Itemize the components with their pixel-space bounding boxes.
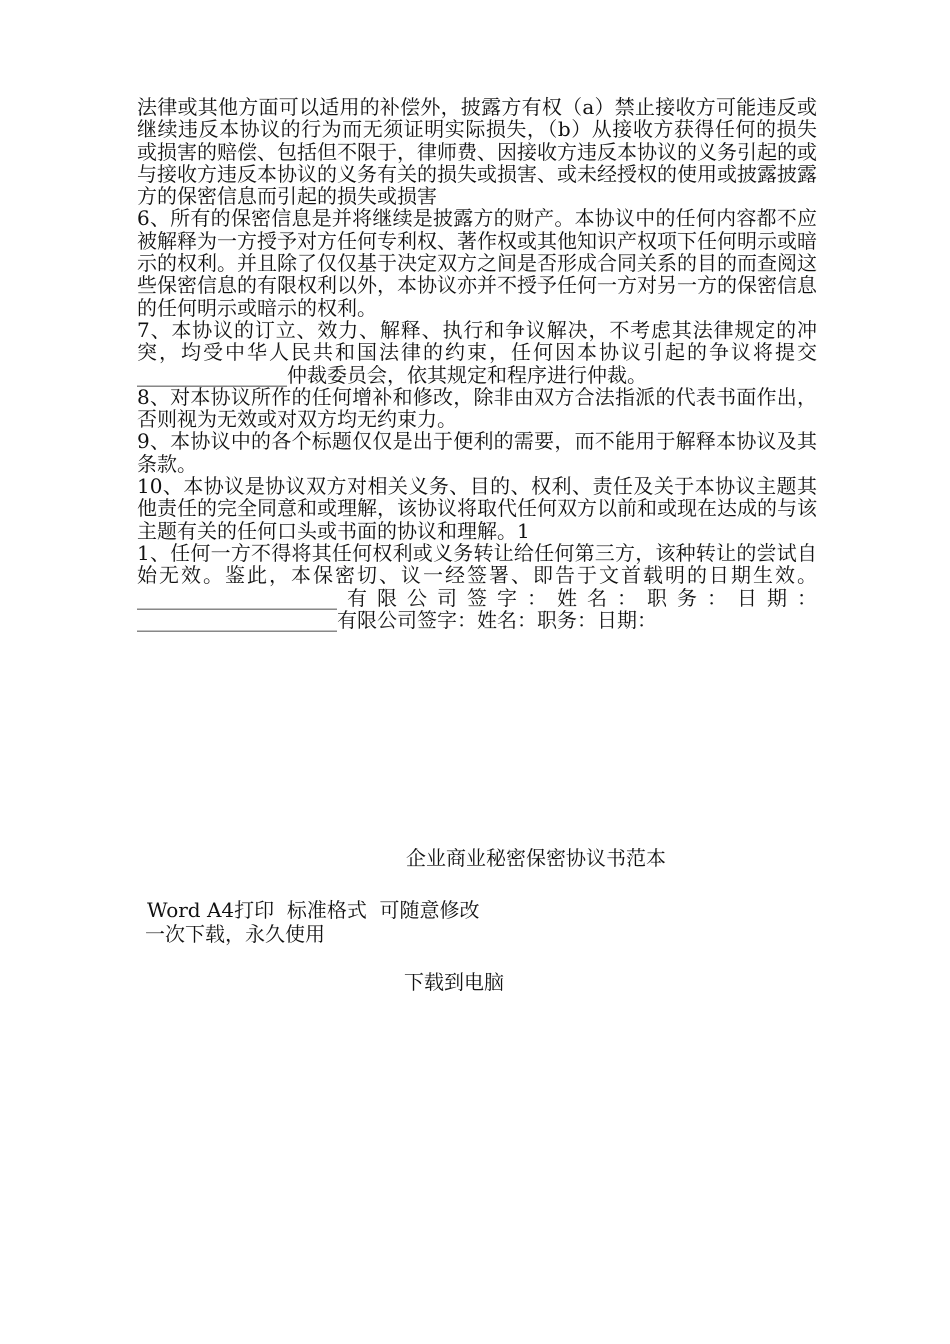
agreement-body	[137, 96, 817, 631]
promo-features: Word A4打印 标准格式 可随意修改	[147, 898, 480, 922]
promo-title: 企业商业秘密保密协议书范本	[406, 846, 666, 870]
paragraph-clause-8: 8、对本协议所作的任何增补和修改，除非由双方合法指派的代表书面作出，否则视为无效或对双方均无约束力。	[137, 384, 817, 432]
paragraph-clause-10: 10、本协议是协议双方对相关义务、目的、权利、责任及关于本协议主题其他责任的完全同意和或理解，该协议将取代任何双方以前和或现在达成的与该主题有关的任何口头或书面的协议和理解。1	[137, 474, 817, 543]
paragraph-clause-7: 7、本协议的订立、效力、解释、执行和争议解决，不考虑其法律规定的冲突，均受中华人民共和国法律的约束，任何因本协议引起的争议将提交_______________仲裁委员会，依其规定和程序进行仲裁。	[137, 317, 817, 387]
paragraph-remedies: 法律或其他方面可以适用的补偿外，披露方有权（a）禁止接收方可能违反或继续违反本协议的行为而无须证明实际损失，（b）从接收方获得任何的损失或损害的赔偿、包括但不限于，律师费、因接收方违反本协议的义务引起的或与接收方违反本协议的义务有关的损失或损害、或未经授权的使用或披露披露方的保密信息而引起的损失或损害	[137, 95, 817, 209]
paragraph-clause-6: 6、所有的保密信息是并将继续是披露方的财产。本协议中的任何内容都不应被解释为一方授予对方任何专利权、著作权或其他知识产权项下任何明示或暗示的权利。并且除了仅仅基于决定双方之间是否形成合同关系的目的而查阅这些保密信息的有限权利以外，本协议亦并不授予任何一方对另一方的保密信息的任何明示或暗示的权利。	[137, 206, 817, 320]
paragraph-clause-11-signatures: 1、任何一方不得将其任何权利或义务转让给任何第三方，该种转让的尝试自始无效。鉴此，本保密切、议一经签署、即告于文首载明的日期生效。____________________有限公司签字：姓名：职务：日期：____________________有限公司签字：姓名：职务：日期：	[137, 540, 817, 632]
promo-usage-note: 一次下载，永久使用	[145, 922, 325, 946]
download-to-computer-link[interactable]: 下载到电脑	[404, 970, 504, 994]
paragraph-clause-9: 9、本协议中的各个标题仅仅是出于便利的需要，而不能用于解释本协议及其条款。	[137, 429, 817, 476]
